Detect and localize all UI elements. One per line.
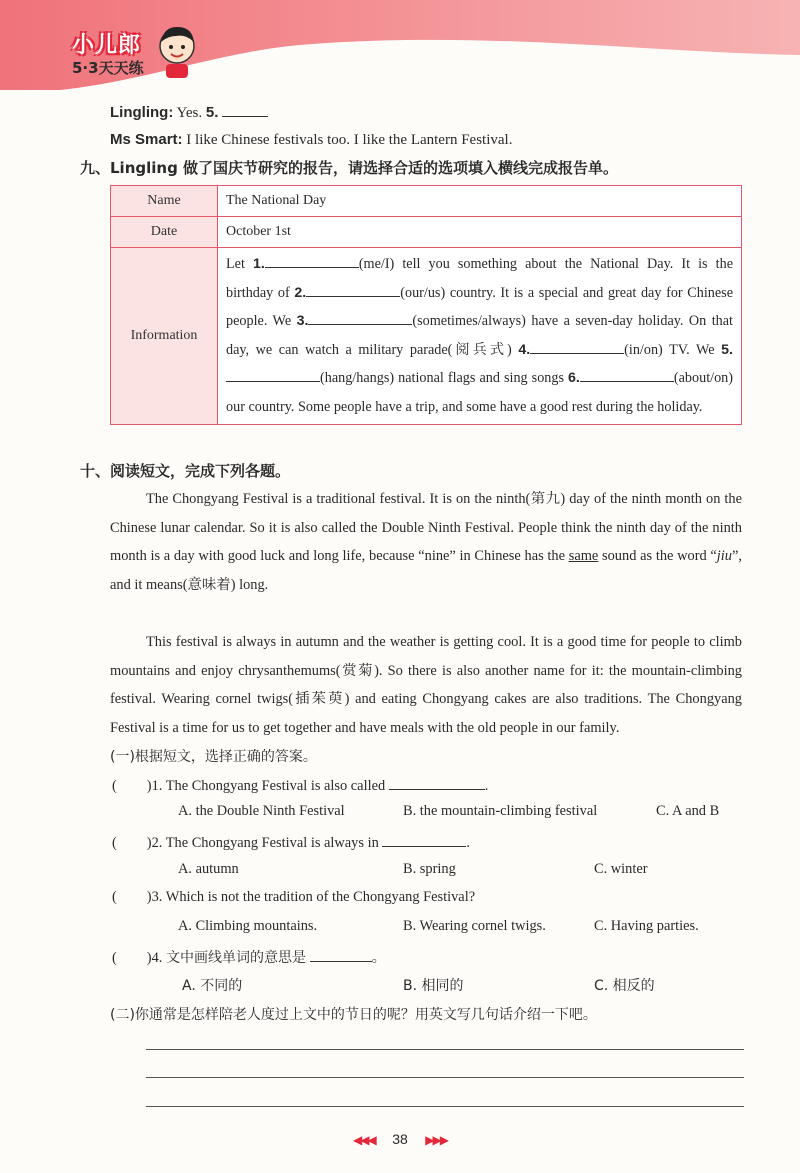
answer-blank[interactable] [222, 102, 268, 117]
table-row [111, 186, 742, 217]
information-cell [218, 248, 742, 425]
option-a[interactable]: A. Climbing mountains. [178, 918, 318, 934]
row-value: October 1st [218, 217, 742, 248]
answer-blank[interactable] [530, 339, 624, 354]
brand-name: 小儿郎 [72, 33, 142, 58]
blank-number: 5. [721, 341, 734, 358]
question-number: 2. [151, 835, 163, 851]
speaker-name: Ms Smart [110, 131, 178, 148]
option-b[interactable]: B. Wearing cornel twigs. [403, 918, 546, 934]
section-10-heading: 十、阅读短文，完成下列各题。 [80, 462, 291, 480]
option-a[interactable]: A. autumn [178, 861, 239, 877]
table-row [111, 217, 742, 248]
row-value: The National Day [218, 186, 742, 217]
information-text: Let 1. (me/I) tell you something about the National Day. It is the birthday of 2. (our/us) country. It is a special and great day for Chinese people. We 3. (sometimes/always) have a seven-day holiday. On that day, we can watch a military parade(阅兵式) 4. (in/on) TV. We 5.(hang/hangs) national flags and sing songs 6. (about/on) our country. Some people have a trip, and some have a good rest during the holiday. [226, 248, 733, 424]
report-table [110, 185, 742, 425]
reading-paragraph-1: The Chongyang Festival is a traditional festival. It is on the ninth(第九) day of the ninth month on the Chinese lunar calendar. So it is also called the Double Ninth Festival. People think the ninth day of the ninth month is a day with good luck and long life, because “nine” in Chinese has the same sound as the word “jiu”, and it means(意味着) long. [110, 491, 742, 593]
answer-blank[interactable] [382, 832, 466, 847]
question-1: ( )1. The Chongyang Festival is also called . [112, 775, 488, 795]
option-a[interactable]: A. 不同的 [182, 978, 243, 994]
blank-number: 4. [518, 341, 531, 358]
next-arrows-icon: ▶▶▶ [425, 1133, 447, 1147]
speaker-name: Lingling [110, 104, 169, 121]
question-4: ( )4. 文中画线单词的意思是 。 [112, 946, 386, 967]
writing-line[interactable] [146, 1077, 744, 1078]
row-label: Information [111, 248, 218, 425]
question-text: Which is not the tradition of the Chongyang Festival? [165, 889, 476, 905]
brand-logo [72, 28, 144, 78]
series-name: 5·3天天练 [72, 59, 144, 77]
answer-blank[interactable] [265, 253, 359, 268]
question-number: 3. [151, 889, 163, 905]
page-number: 38 [392, 1131, 408, 1147]
question-text: 文中画线单词的意思是 [166, 950, 306, 966]
answer-blank[interactable] [580, 367, 674, 382]
answer-blank[interactable] [389, 775, 485, 790]
dialogue-line-ms-smart: Ms Smart: I like Chinese festivals too. I like the Lantern Festival. [110, 131, 513, 148]
question-text: The Chongyang Festival is also called [165, 778, 386, 794]
option-c[interactable]: C. A and B [656, 803, 720, 819]
answer-blank[interactable] [308, 310, 412, 325]
part-1-heading: (一)根据短文，选择正确的答案。 [110, 749, 317, 765]
row-label: Date [111, 217, 218, 248]
section-9-heading: 九、Lingling 做了国庆节研究的报告，请选择合适的选项填入横线完成报告单。 [80, 159, 619, 177]
writing-line[interactable] [146, 1049, 744, 1050]
option-b[interactable]: B. the mountain-climbing festival [403, 803, 598, 819]
option-b[interactable]: B. 相同的 [403, 978, 464, 994]
underlined-word: same [568, 548, 599, 565]
writing-line[interactable] [146, 1106, 744, 1107]
question-3: ( )3. Which is not the tradition of the Chongyang Festival? [112, 889, 476, 905]
option-a[interactable]: A. the Double Ninth Festival [178, 803, 345, 819]
prev-arrows-icon: ◀◀◀ [353, 1133, 375, 1147]
row-label: Name [111, 186, 218, 217]
page-header [0, 0, 800, 90]
question-number: 4. [151, 950, 163, 966]
option-c[interactable]: C. winter [594, 861, 648, 877]
blank-number: 3. [296, 313, 309, 330]
answer-blank[interactable] [310, 947, 372, 962]
option-b[interactable]: B. spring [403, 861, 456, 877]
blank-number: 2. [294, 284, 307, 301]
dialogue-text: Yes. [176, 105, 203, 121]
reading-paragraph-2: This festival is always in autumn and the weather is getting cool. It is a good time for people to climb mountains and enjoy chrysanthemums(赏菊). So there is also another name for it: the mountain-climbing festival. Wearing cornel twigs(插茱萸) and eating Chongyang cakes are also traditions. The Chongyang Festival is a time for us to get together and have meals with the old people in our family. [110, 634, 742, 736]
page-footer [0, 1131, 800, 1149]
question-2: ( )2. The Chongyang Festival is always in . [112, 832, 470, 852]
dialogue-line-lingling: Lingling: Yes. 5. [110, 102, 268, 123]
mascot-boy-icon [156, 22, 198, 80]
part-2-heading: (二)你通常是怎样陪老人度过上文中的节日的呢？用英文写几句话介绍一下吧。 [110, 1007, 597, 1023]
table-row [111, 248, 742, 425]
blank-number: 5. [205, 104, 219, 121]
blank-number: 6. [568, 370, 580, 387]
question-number: 1. [151, 778, 163, 794]
italic-word: jiu [716, 548, 732, 565]
dialogue-text: I like Chinese festivals too. I like the Lantern Festival. [186, 132, 513, 148]
question-text: The Chongyang Festival is always in [165, 835, 379, 851]
blank-number: 1. [252, 256, 265, 272]
answer-blank[interactable] [226, 367, 320, 382]
answer-blank[interactable] [306, 282, 400, 297]
option-c[interactable]: C. Having parties. [594, 918, 699, 934]
option-c[interactable]: C. 相反的 [594, 978, 655, 994]
